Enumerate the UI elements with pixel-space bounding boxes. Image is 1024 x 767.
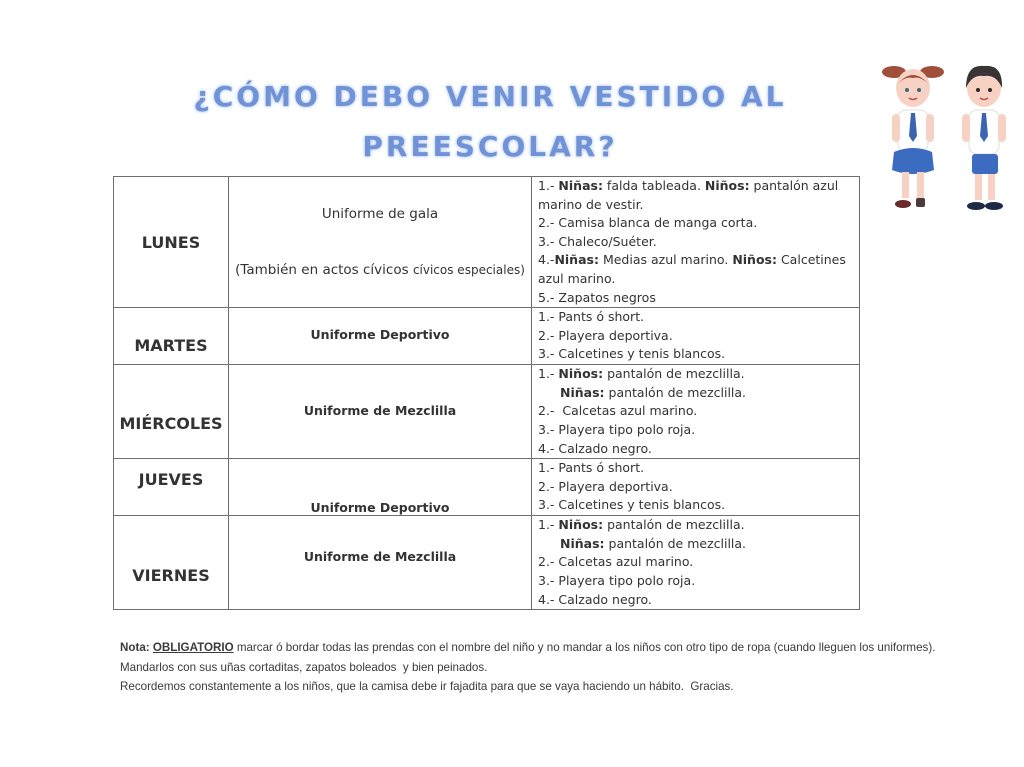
list-item: 2.- Camisa blanca de manga corta. bbox=[538, 215, 758, 231]
note-line-1 bbox=[120, 638, 1000, 658]
list-item: 3.- Chaleco/Suéter. bbox=[538, 233, 657, 249]
list-item: 3.- Playera tipo polo roja. bbox=[538, 421, 696, 437]
title-line-2: PREESCOLAR? bbox=[362, 130, 618, 163]
uniform-cell bbox=[229, 459, 532, 516]
uniform-note-a: (También en actos cívicos bbox=[235, 262, 409, 279]
list-item: 4.-Niñas: Medias azul marino. Niños: Calcetines azul marino. bbox=[538, 252, 846, 286]
uniform-cell bbox=[229, 516, 532, 610]
uniform-label: Uniforme de Mezclilla bbox=[303, 403, 457, 419]
list-item: 3.- Calcetines y tenis blancos. bbox=[538, 497, 726, 513]
uniform-label: Uniforme de Mezclilla bbox=[303, 549, 457, 565]
list-item: 4.- Calzado negro. bbox=[538, 440, 652, 456]
children-icon bbox=[872, 58, 1022, 223]
obligatorio-label: OBLIGATORIO bbox=[152, 641, 234, 654]
day-cell: VIERNES bbox=[114, 516, 229, 610]
items-cell bbox=[532, 516, 860, 610]
table-row bbox=[114, 308, 860, 365]
uniform-label: Uniforme de gala bbox=[321, 206, 439, 223]
table-row bbox=[114, 177, 860, 308]
items-cell bbox=[532, 308, 860, 365]
list-item: 2.- Playera deportiva. bbox=[538, 478, 673, 494]
table-row bbox=[114, 516, 860, 610]
table-row bbox=[114, 365, 860, 459]
day-cell: JUEVES bbox=[114, 459, 229, 516]
day-cell: MIÉRCOLES bbox=[114, 365, 229, 459]
uniform-label: Uniforme Deportivo bbox=[310, 326, 450, 342]
uniform-schedule-table bbox=[113, 176, 860, 610]
list-item: Niñas: pantalón de mezclilla. bbox=[560, 535, 747, 551]
day-cell: MARTES bbox=[114, 308, 229, 365]
note-line-3: Recordemos constantemente a los niños, que la camisa debe ir fajadita para que se vaya haciendo un hábito. Gracias. bbox=[120, 680, 734, 693]
list-item: 5.- Zapatos negros bbox=[538, 289, 656, 305]
list-item: 1.- Niños: pantalón de mezclilla. bbox=[538, 517, 745, 533]
items-cell bbox=[532, 365, 860, 459]
list-item: 3.- Playera tipo polo roja. bbox=[538, 572, 696, 588]
list-item: 2.- Playera deportiva. bbox=[538, 327, 673, 343]
note-line-2: Mandarlos con sus uñas cortaditas, zapatos boleados y bien peinados. bbox=[120, 660, 488, 674]
list-item: 4.- Calzado negro. bbox=[538, 591, 652, 607]
list-item: 2.- Calcetas azul marino. bbox=[538, 554, 694, 570]
day-cell: LUNES bbox=[114, 177, 229, 308]
footer-note bbox=[120, 638, 1000, 697]
uniform-cell bbox=[229, 177, 532, 308]
list-item: 2.- Calcetas azul marino. bbox=[538, 403, 698, 419]
uniform-note-b: cívicos especiales) bbox=[412, 263, 525, 278]
list-item: 1.- Pants ó short. bbox=[538, 460, 645, 476]
list-item: Niñas: pantalón de mezclilla. bbox=[560, 384, 747, 400]
list-item: 3.- Calcetines y tenis blancos. bbox=[538, 346, 726, 362]
children-uniform-illustration bbox=[872, 58, 1022, 223]
items-cell bbox=[532, 459, 860, 516]
uniform-cell bbox=[229, 365, 532, 459]
uniform-note bbox=[229, 262, 531, 278]
list-item: 1.- Pants ó short. bbox=[538, 309, 645, 325]
list-item: 1.- Niños: pantalón de mezclilla. bbox=[538, 366, 745, 382]
title-line-1: ¿CÓMO DEBO VENIR VESTIDO AL bbox=[193, 80, 787, 113]
note-label: Nota: bbox=[120, 641, 150, 654]
note-line-1-text: marcar ó bordar todas las prendas con el nombre del niño y no mandar a los niños con otro tipo de ropa (cuando lleguen los uniformes). bbox=[233, 641, 936, 654]
uniform-label: Uniforme Deportivo bbox=[310, 500, 450, 516]
list-item: 1.- Niñas: falda tableada. Niños: pantalón azul marino de vestir. bbox=[538, 178, 839, 212]
uniform-cell bbox=[229, 308, 532, 365]
items-cell bbox=[532, 177, 860, 308]
page-title bbox=[190, 72, 790, 172]
table-row bbox=[114, 459, 860, 516]
